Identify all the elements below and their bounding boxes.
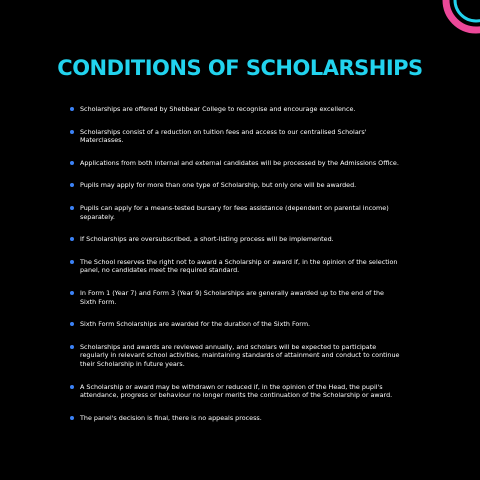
list-item-text: Scholarships are offered by Shebbear College to recognise and encourage excellence. [80, 105, 356, 113]
page-title: CONDITIONS OF SCHOLARSHIPS [57, 56, 423, 80]
list-item [70, 235, 402, 244]
list-item-text: The School reserves the right not to award a Scholarship or award if, in the opinion of the selection panel, no candidates meet the required standard. [80, 257, 398, 275]
bullet-icon [70, 237, 74, 241]
bullet-icon [70, 385, 74, 389]
list-item [70, 105, 402, 114]
bullet-icon [70, 130, 74, 134]
conditions-list [70, 105, 402, 436]
list-item [70, 343, 402, 369]
list-item [70, 258, 402, 275]
list-item-text: In Form 1 (Year 7) and Form 3 (Year 9) Scholarships are generally awarded up to the end of the Sixth Form. [80, 288, 384, 306]
bullet-icon [70, 322, 74, 326]
list-item-text: Scholarships consist of a reduction on tuition fees and access to our centralised Scholars' Materclasses. [80, 127, 367, 145]
bullet-icon [70, 107, 74, 111]
bullet-icon [70, 345, 74, 349]
list-item [70, 128, 402, 145]
list-item-text: Sixth Form Scholarships are awarded for the duration of the Sixth Form. [80, 320, 311, 329]
list-item-text: Scholarships and awards are reviewed annually, and scholars will be expected to participate regularly in relevant school activities, maintaining standards of attainment and conduct to continue their Scholarship in future years. [80, 342, 400, 368]
list-item [70, 204, 402, 221]
list-item [70, 414, 402, 423]
bullet-icon [70, 260, 74, 264]
list-item [70, 289, 402, 306]
bullet-icon [70, 291, 74, 295]
list-item [70, 181, 402, 190]
bullet-icon [70, 206, 74, 210]
list-item [70, 320, 402, 329]
bullet-icon [70, 161, 74, 165]
list-item-text: Applications from both internal and external candidates will be processed by the Admissions Office. [80, 158, 399, 167]
list-item-text: If Scholarships are oversubscribed, a short-listing process will be implemented. [80, 235, 334, 244]
list-item-text: Pupils can apply for a means-tested bursary for fees assistance (dependent on parental income) separately. [80, 203, 389, 221]
list-item-text: Pupils may apply for more than one type of Scholarship, but only one will be awarded. [80, 181, 357, 190]
list-item-text: The panel's decision is final, there is no appeals process. [80, 413, 262, 422]
bullet-icon [70, 183, 74, 187]
list-item [70, 159, 402, 168]
list-item [70, 383, 402, 400]
list-item-text: A Scholarship or award may be withdrawn or reduced if, in the opinion of the Head, the pupil's attendance, progress or behaviour no longer merits the continuation of the Scholarship or award. [80, 382, 393, 400]
bullet-icon [70, 416, 74, 420]
